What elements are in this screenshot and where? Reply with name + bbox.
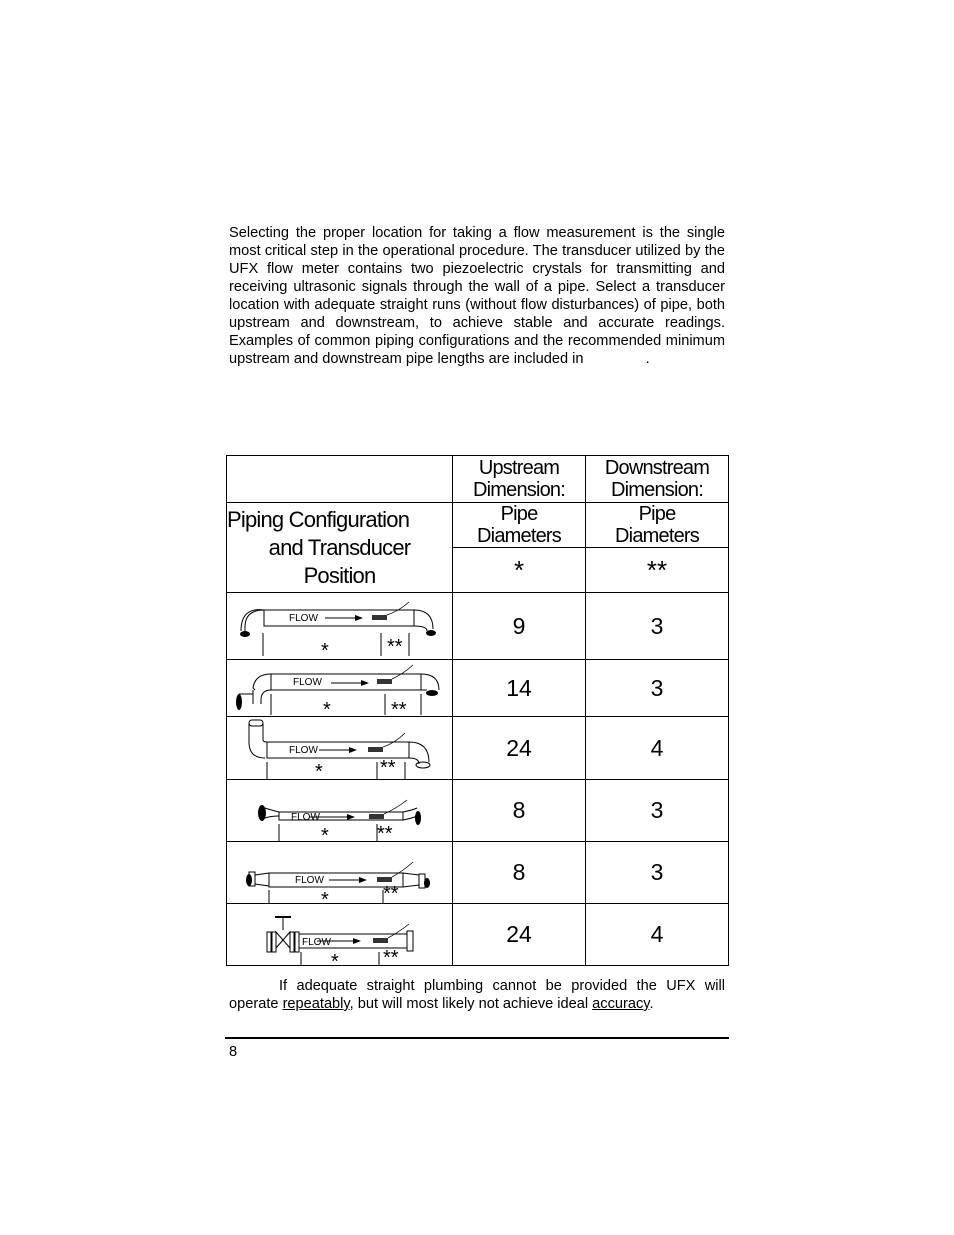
svg-text:**: ** [383,882,399,903]
repeatably-underlined: repeatably [282,996,350,1012]
svg-text:FLOW: FLOW [293,677,322,689]
upstream-dimension-header: Upstream Dimension: [453,456,586,503]
svg-text:**: ** [377,822,393,841]
accuracy-underlined: accuracy [592,996,650,1012]
footer-rule [225,1037,729,1039]
upstream-marker: * [453,548,586,593]
upstream-units-header: Pipe Diameters [453,503,586,548]
downstream-units-header: Pipe Diameters [586,503,729,548]
upstream-value-4: 8 [453,779,586,841]
piping-diagram-2 [227,660,453,717]
svg-text:*: * [321,888,329,903]
svg-text:*: * [323,699,331,717]
svg-text:**: ** [380,756,396,779]
svg-text:*: * [315,760,323,779]
svg-text:*: * [331,950,339,965]
empty-header-cell [227,456,453,503]
downstream-value-6: 4 [586,903,729,965]
piping-diagram-4 [227,779,453,841]
downstream-value-4: 3 [586,779,729,841]
upstream-value-5: 8 [453,841,586,903]
closing-paragraph [229,977,725,1013]
svg-text:*: * [321,824,329,841]
piping-diagram-1 [227,593,453,660]
intro-text: Selecting the proper location for taking a flow measurement is the single most critical step in the operational procedure. The transducer utilized by the UFX flow meter contains two piezoelectric crystals for transmitting and receiving ultrasonic signals through the wall of a pipe. Select a transducer location with adequate straight runs (without flow disturbances) of pipe, both upstream and downstream, to achieve stable and accurate readings. Examples of common piping configurations and the recommended minimum upstream and downstream pipe lengths are included in [229,225,725,367]
closing-text-1: If adequate straight plumbing cannot be provided the UFX will operate [229,978,725,1012]
upstream-value-3: 24 [453,717,586,779]
svg-text:**: ** [391,699,407,717]
downstream-value-1: 3 [586,593,729,660]
piping-configuration-table [226,455,729,966]
piping-diagram-5 [227,841,453,903]
piping-diagram-4-svg [227,780,453,841]
piping-diagram-2-svg [227,660,453,716]
closing-text-3: . [649,996,654,1012]
svg-text:FLOW: FLOW [302,936,331,948]
closing-text-2: , but will most likely not achieve ideal [349,996,593,1012]
piping-diagram-5-svg [227,842,453,903]
svg-text:*: * [321,640,329,660]
downstream-dimension-header: Downstream Dimension: [586,456,729,503]
intro-text-end: . [645,351,650,367]
intro-paragraph [229,224,725,368]
svg-text:FLOW: FLOW [295,874,324,886]
piping-diagram-3-svg [227,718,453,779]
downstream-value-3: 4 [586,717,729,779]
downstream-marker: ** [586,548,729,593]
upstream-value-2: 14 [453,660,586,717]
page-number: 8 [229,1044,238,1060]
piping-diagram-1-svg [227,593,453,659]
piping-diagram-3 [227,717,453,779]
upstream-value-1: 9 [453,593,586,660]
downstream-value-5: 3 [586,841,729,903]
svg-text:**: ** [387,636,403,659]
downstream-value-2: 3 [586,660,729,717]
svg-text:**: ** [383,946,399,965]
piping-diagram-6 [227,903,453,965]
svg-text:FLOW: FLOW [289,744,318,756]
upstream-value-6: 24 [453,903,586,965]
piping-configuration-title: Piping Configuration and Transducer Position [227,503,453,593]
svg-text:FLOW: FLOW [291,811,320,823]
piping-diagram-6-svg [227,904,453,965]
svg-text:FLOW: FLOW [289,613,318,625]
